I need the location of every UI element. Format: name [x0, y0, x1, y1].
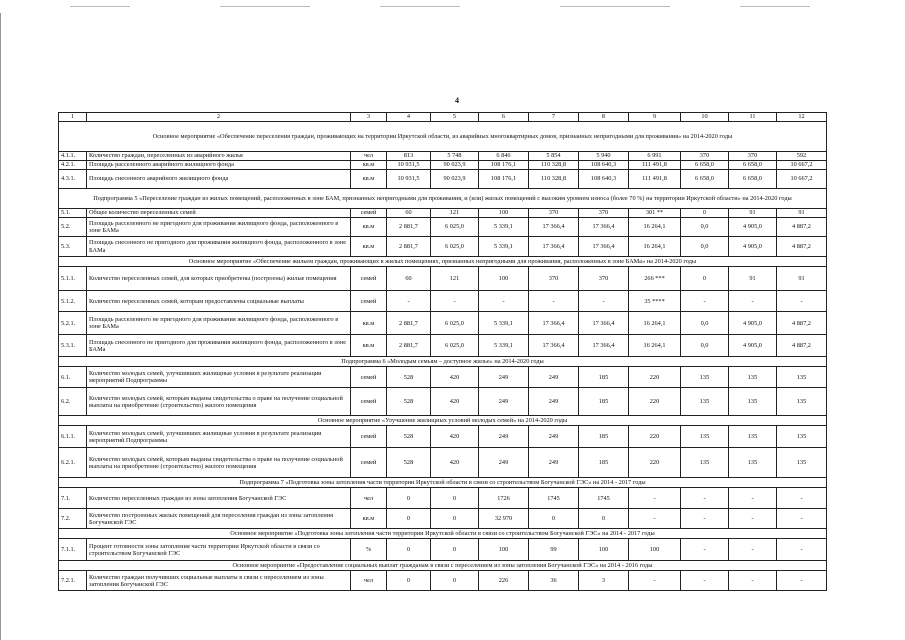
value-cell: 91	[777, 267, 827, 291]
value-cell: 420	[431, 388, 479, 416]
value-cell: 220	[629, 388, 681, 416]
value-cell: -	[777, 291, 827, 312]
value-cell: 121	[431, 267, 479, 291]
scan-artifact	[70, 6, 130, 7]
value-cell: 249	[479, 448, 529, 478]
value-cell: 370	[529, 267, 579, 291]
value-cell: 4 905,0	[729, 335, 777, 357]
value-cell: -	[629, 509, 681, 529]
section-heading-row	[59, 478, 827, 488]
table-row	[59, 237, 827, 257]
value-cell: 135	[729, 448, 777, 478]
value-cell: -	[729, 509, 777, 529]
section-heading-row	[59, 357, 827, 367]
table-row	[59, 488, 827, 509]
value-cell: 0	[431, 509, 479, 529]
value-cell: 0	[431, 539, 479, 561]
value-cell: 35 ****	[629, 291, 681, 312]
value-cell: 99	[529, 539, 579, 561]
unit-cell: семей	[351, 291, 387, 312]
value-cell: 6 025,0	[431, 237, 479, 257]
value-cell: -	[579, 291, 629, 312]
value-cell: 100	[479, 539, 529, 561]
value-cell: -	[529, 291, 579, 312]
value-cell: 135	[681, 367, 729, 388]
value-cell: 135	[681, 448, 729, 478]
value-cell: 111 491,8	[629, 161, 681, 170]
unit-cell: чел	[351, 488, 387, 509]
section-heading: Основное мероприятие «Обеспечение жильем граждан, проживающих в жилых помещениях, признанных непригодными для проживания, расположенных в зоне БАМа» на 2014-2020 годы	[59, 257, 827, 267]
row-number-cell: 5.1.2.	[59, 291, 87, 312]
row-number-cell: 6.1.	[59, 367, 87, 388]
row-number-cell: 7.2.1.	[59, 571, 87, 591]
indicator-name-cell: Количество переселенных семей, которым предоставлены социальные выплаты	[87, 291, 351, 312]
value-cell: 17 366,4	[579, 237, 629, 257]
value-cell: 10 667,2	[777, 161, 827, 170]
value-cell: 135	[777, 388, 827, 416]
value-cell: 5 339,1	[479, 312, 529, 335]
value-cell: 528	[387, 426, 431, 448]
value-cell: 6 025,0	[431, 312, 479, 335]
value-cell: -	[681, 488, 729, 509]
value-cell: 185	[579, 448, 629, 478]
value-cell: 36	[529, 571, 579, 591]
value-cell: -	[431, 291, 479, 312]
section-heading: Подпрограмма 5 «Переселение граждан из жилых помещений, расположенных в зоне БАМ, признанных непригодными для проживания, и (или) жилых помещений с высоким уровнем износа (более 70 %) на территории Иркутской области» на 2014-2020 годы	[59, 189, 827, 209]
value-cell: 6 658,0	[729, 170, 777, 189]
value-cell: 185	[579, 426, 629, 448]
indicator-name-cell: Количество молодых семей, которым выданы свидетельства о праве на получение социальной выплаты на приобретение (строительство) жилого помещения	[87, 388, 351, 416]
row-number-cell: 7.1.1.	[59, 539, 87, 561]
value-cell: 91	[729, 209, 777, 218]
value-cell: 17 366,4	[529, 237, 579, 257]
value-cell: 370	[529, 209, 579, 218]
value-cell: 6 658,0	[681, 170, 729, 189]
value-cell: -	[777, 539, 827, 561]
unit-cell: семей	[351, 388, 387, 416]
value-cell: 6 846	[479, 152, 529, 161]
value-cell: 3	[579, 571, 629, 591]
value-cell: -	[629, 488, 681, 509]
value-cell: -	[729, 571, 777, 591]
value-cell: 185	[579, 367, 629, 388]
section-heading-row	[59, 257, 827, 267]
value-cell: 528	[387, 448, 431, 478]
section-heading-row	[59, 122, 827, 152]
value-cell: 10 931,5	[387, 170, 431, 189]
table-row	[59, 209, 827, 218]
value-cell: 266 ***	[629, 267, 681, 291]
table-row	[59, 448, 827, 478]
value-cell: 16 264,1	[629, 312, 681, 335]
row-number-cell: 4.3.1.	[59, 170, 87, 189]
unit-cell: кв.м	[351, 312, 387, 335]
unit-cell: чел	[351, 152, 387, 161]
scan-artifact	[220, 6, 310, 7]
row-number-cell: 7.2.	[59, 509, 87, 529]
section-heading-row	[59, 416, 827, 426]
value-cell: 5 339,1	[479, 237, 529, 257]
value-cell: 528	[387, 367, 431, 388]
value-cell: 91	[729, 267, 777, 291]
indicator-name-cell: Общее количество переселенных семей	[87, 209, 351, 218]
table-row	[59, 426, 827, 448]
unit-cell: семей	[351, 426, 387, 448]
indicator-name-cell: Процент готовности зоны затопления части территории Иркутской области в связи со строительством Богучанской ГЭС	[87, 539, 351, 561]
value-cell: 100	[479, 209, 529, 218]
value-cell: 249	[529, 367, 579, 388]
value-cell: 6 658,0	[681, 161, 729, 170]
table-row	[59, 170, 827, 189]
section-heading-row	[59, 189, 827, 209]
row-number-cell: 5.2.	[59, 218, 87, 237]
value-cell: -	[681, 509, 729, 529]
value-cell: 813	[387, 152, 431, 161]
value-cell: 5 339,1	[479, 218, 529, 237]
value-cell: 17 366,4	[579, 218, 629, 237]
value-cell: 249	[479, 426, 529, 448]
table-row	[59, 218, 827, 237]
value-cell: -	[387, 291, 431, 312]
value-cell: 16 264,1	[629, 335, 681, 357]
column-number-header: 4	[387, 113, 431, 122]
value-cell: 4 887,2	[777, 218, 827, 237]
value-cell: -	[681, 539, 729, 561]
value-cell: -	[777, 571, 827, 591]
column-number-header: 2	[87, 113, 351, 122]
value-cell: 4 887,2	[777, 237, 827, 257]
table-row	[59, 335, 827, 357]
value-cell: 4 905,0	[729, 312, 777, 335]
value-cell: 226	[479, 571, 529, 591]
section-heading: Подпрограмма 7 «Подготовка зоны затопления части территории Иркутской области в связи со строительством Богучанской ГЭС» на 2014 - 2017 годы	[59, 478, 827, 488]
value-cell: 0	[387, 539, 431, 561]
value-cell: 0,0	[681, 218, 729, 237]
value-cell: 90 023,9	[431, 170, 479, 189]
value-cell: 220	[629, 367, 681, 388]
value-cell: -	[777, 509, 827, 529]
table-row	[59, 152, 827, 161]
value-cell: 420	[431, 426, 479, 448]
value-cell: 17 366,4	[579, 312, 629, 335]
section-heading-row	[59, 529, 827, 539]
table-row	[59, 571, 827, 591]
section-heading-row	[59, 561, 827, 571]
value-cell: 6 025,0	[431, 335, 479, 357]
value-cell: -	[629, 571, 681, 591]
value-cell: 16 264,1	[629, 218, 681, 237]
unit-cell: чел	[351, 571, 387, 591]
value-cell: 0	[681, 267, 729, 291]
row-number-cell: 5.2.1.	[59, 312, 87, 335]
value-cell: 2 881,7	[387, 312, 431, 335]
section-heading: Основное мероприятие «Обеспечение переселения граждан, проживающих на территории Иркутской области, из аварийных многоквартирных домов, признанных непригодными для проживания» на 2014-2020 годы	[59, 122, 827, 152]
indicator-name-cell: Количество построенных жилых помещений для переселения граждан из зоны затопления Богучанской ГЭС	[87, 509, 351, 529]
value-cell: 10 667,2	[777, 170, 827, 189]
value-cell: 17 366,4	[529, 335, 579, 357]
indicator-name-cell: Площадь расселенного не пригодного для проживания жилищного фонда, расположенного в зоне БАМа	[87, 218, 351, 237]
value-cell: 4 905,0	[729, 237, 777, 257]
column-number-header: 7	[529, 113, 579, 122]
table-row	[59, 509, 827, 529]
value-cell: 2 881,7	[387, 237, 431, 257]
value-cell: 135	[777, 448, 827, 478]
section-heading: Подпрограмма 6 «Молодым семьям – доступное жилье» на 2014-2020 годы	[59, 357, 827, 367]
value-cell: 592	[777, 152, 827, 161]
value-cell: 0	[431, 571, 479, 591]
value-cell: 4 887,2	[777, 335, 827, 357]
value-cell: 370	[579, 267, 629, 291]
value-cell: 60	[387, 267, 431, 291]
value-cell: 0	[387, 571, 431, 591]
value-cell: 0	[529, 509, 579, 529]
value-cell: -	[729, 488, 777, 509]
section-heading: Основное мероприятие «Предоставление социальных выплат гражданам в связи с переселением из зоны затопления Богучанской ГЭС» на 2014 - 2016 годы	[59, 561, 827, 571]
row-number-cell: 5.3.1.	[59, 335, 87, 357]
column-number-header: 6	[479, 113, 529, 122]
value-cell: 0	[579, 509, 629, 529]
unit-cell: семей	[351, 209, 387, 218]
indicator-name-cell: Количество переселенных семей, для которых приобретены (построены) жилые помещения	[87, 267, 351, 291]
page-number: 4	[455, 96, 459, 105]
value-cell: 370	[729, 152, 777, 161]
value-cell: 135	[729, 388, 777, 416]
value-cell: 0	[431, 488, 479, 509]
column-number-header: 10	[681, 113, 729, 122]
table-row	[59, 312, 827, 335]
column-number-header: 9	[629, 113, 681, 122]
value-cell: 249	[479, 367, 529, 388]
value-cell: 60	[387, 209, 431, 218]
value-cell: 2 881,7	[387, 335, 431, 357]
value-cell: 135	[681, 426, 729, 448]
value-cell: 1745	[529, 488, 579, 509]
value-cell: 6 658,0	[729, 161, 777, 170]
section-heading: Основное мероприятие «Подготовка зоны затопления части территории Иркутской области в связи со строительством Богучанской ГЭС» на 2014 - 2017 годы	[59, 529, 827, 539]
value-cell: 0	[387, 509, 431, 529]
value-cell: 0	[681, 209, 729, 218]
value-cell: 220	[629, 448, 681, 478]
value-cell: 17 366,4	[529, 218, 579, 237]
value-cell: 100	[629, 539, 681, 561]
value-cell: 4 905,0	[729, 218, 777, 237]
value-cell: 135	[777, 367, 827, 388]
unit-cell: семей	[351, 367, 387, 388]
value-cell: 10 931,5	[387, 161, 431, 170]
table-row	[59, 367, 827, 388]
row-number-cell: 5.1.1.	[59, 267, 87, 291]
section-heading: Основное мероприятие «Улучшение жилищных условий молодых семей» на 2014-2020 годы	[59, 416, 827, 426]
value-cell: 135	[729, 426, 777, 448]
table-row	[59, 388, 827, 416]
value-cell: 121	[431, 209, 479, 218]
value-cell: 6 991	[629, 152, 681, 161]
row-number-cell: 4.2.1.	[59, 161, 87, 170]
value-cell: 185	[579, 388, 629, 416]
table-row	[59, 267, 827, 291]
row-number-cell: 6.1.1.	[59, 426, 87, 448]
value-cell: 301 **	[629, 209, 681, 218]
table-row	[59, 539, 827, 561]
value-cell: 100	[579, 539, 629, 561]
value-cell: 2 881,7	[387, 218, 431, 237]
value-cell: 108 640,3	[579, 161, 629, 170]
value-cell: 0,0	[681, 335, 729, 357]
indicator-name-cell: Количество граждан получивших социальные выплаты в связи с переселением из зоны затопления Богучанской ГЭС	[87, 571, 351, 591]
row-number-cell: 6.2.	[59, 388, 87, 416]
value-cell: 220	[629, 426, 681, 448]
scan-artifact	[560, 6, 670, 7]
indicator-name-cell: Площадь снесенного не пригодного для проживания жилищного фонда, расположенного в зоне БАМа	[87, 237, 351, 257]
unit-cell: %	[351, 539, 387, 561]
unit-cell: кв.м	[351, 237, 387, 257]
indicator-name-cell: Площадь расселенного не пригодного для проживания жилищного фонда, расположенного в зоне БАМа	[87, 312, 351, 335]
indicator-name-cell: Количество молодых семей, которым выданы свидетельства о праве на получение социальной выплаты на приобретение (строительство) жилого помещения	[87, 448, 351, 478]
value-cell: 5 748	[431, 152, 479, 161]
column-number-header: 3	[351, 113, 387, 122]
value-cell: 5 854	[529, 152, 579, 161]
column-number-header: 12	[777, 113, 827, 122]
value-cell: 1745	[579, 488, 629, 509]
value-cell: 370	[579, 209, 629, 218]
value-cell: 249	[529, 426, 579, 448]
column-number-header: 8	[579, 113, 629, 122]
value-cell: 17 366,4	[529, 312, 579, 335]
value-cell: -	[681, 571, 729, 591]
indicator-name-cell: Площадь снесенного не пригодного для проживания жилищного фонда, расположенного в зоне БАМа	[87, 335, 351, 357]
column-number-header: 11	[729, 113, 777, 122]
value-cell: 110 328,8	[529, 161, 579, 170]
value-cell: 135	[777, 426, 827, 448]
indicators-table	[58, 112, 827, 591]
table-header-row	[59, 113, 827, 122]
value-cell: 108 640,3	[579, 170, 629, 189]
indicator-name-cell: Количество молодых семей, улучшивших жилищные условия в результате реализации мероприятий Подпрограммы	[87, 426, 351, 448]
value-cell: 108 176,1	[479, 170, 529, 189]
value-cell: 5 339,1	[479, 335, 529, 357]
value-cell: 91	[777, 209, 827, 218]
value-cell: 90 023,9	[431, 161, 479, 170]
value-cell: 4 887,2	[777, 312, 827, 335]
value-cell: 6 025,0	[431, 218, 479, 237]
value-cell: 249	[479, 388, 529, 416]
indicator-name-cell: Количество молодых семей, улучшивших жилищные условия в результате реализации мероприятий Подпрограммы	[87, 367, 351, 388]
unit-cell: кв.м	[351, 509, 387, 529]
unit-cell: кв.м	[351, 218, 387, 237]
value-cell: 135	[681, 388, 729, 416]
value-cell: 528	[387, 388, 431, 416]
value-cell: 108 176,1	[479, 161, 529, 170]
value-cell: -	[681, 291, 729, 312]
page-edge	[0, 13, 1, 640]
column-number-header: 5	[431, 113, 479, 122]
value-cell: 5 940	[579, 152, 629, 161]
row-number-cell: 6.2.1.	[59, 448, 87, 478]
value-cell: 0	[387, 488, 431, 509]
value-cell: 420	[431, 367, 479, 388]
value-cell: 0,0	[681, 312, 729, 335]
value-cell: 420	[431, 448, 479, 478]
value-cell: 110 328,8	[529, 170, 579, 189]
value-cell: 249	[529, 448, 579, 478]
value-cell: 370	[681, 152, 729, 161]
scan-artifact	[740, 6, 810, 7]
value-cell: 0,0	[681, 237, 729, 257]
value-cell: 32 970	[479, 509, 529, 529]
unit-cell: кв.м	[351, 335, 387, 357]
value-cell: 135	[729, 367, 777, 388]
value-cell: 1726	[479, 488, 529, 509]
value-cell: -	[729, 291, 777, 312]
indicator-name-cell: Площадь расселенного аварийного жилищного фонда	[87, 161, 351, 170]
value-cell: 111 491,8	[629, 170, 681, 189]
table-row	[59, 161, 827, 170]
value-cell: 16 264,1	[629, 237, 681, 257]
unit-cell: кв.м	[351, 161, 387, 170]
table-row	[59, 291, 827, 312]
value-cell: -	[729, 539, 777, 561]
unit-cell: семей	[351, 267, 387, 291]
value-cell: 249	[529, 388, 579, 416]
scan-artifact	[380, 6, 460, 7]
row-number-cell: 7.1.	[59, 488, 87, 509]
value-cell: 17 366,4	[579, 335, 629, 357]
indicator-name-cell: Площадь снесенного аварийного жилищного фонда	[87, 170, 351, 189]
value-cell: -	[479, 291, 529, 312]
value-cell: -	[777, 488, 827, 509]
value-cell: 100	[479, 267, 529, 291]
row-number-cell: 4.1.1.	[59, 152, 87, 161]
row-number-cell: 5.1.	[59, 209, 87, 218]
column-number-header: 1	[59, 113, 87, 122]
unit-cell: семей	[351, 448, 387, 478]
indicator-name-cell: Количество граждан, переселенных из аварийного жилья	[87, 152, 351, 161]
unit-cell: кв.м	[351, 170, 387, 189]
indicator-name-cell: Количество переселенных граждан из зоны затопления Богучанской ГЭС	[87, 488, 351, 509]
row-number-cell: 5.3.	[59, 237, 87, 257]
